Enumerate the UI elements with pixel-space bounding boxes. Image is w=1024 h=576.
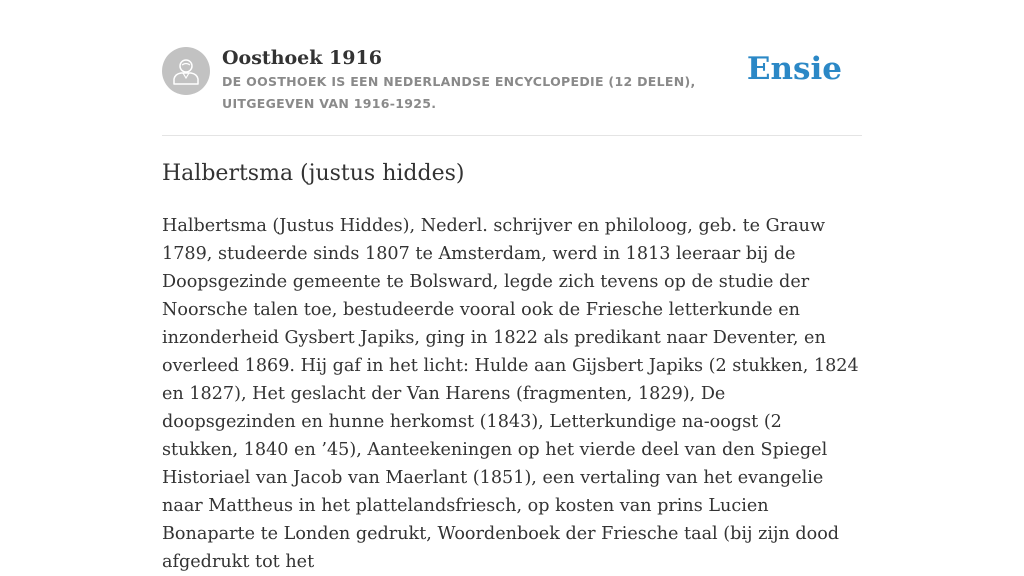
source-description: DE OOSTHOEK IS EEN NEDERLANDSE ENCYCLOPEDIE (12 DELEN), UITGEGEVEN VAN 1916-1925. (222, 74, 696, 111)
source-header (162, 0, 862, 136)
entry-body: Halbertsma (Justus Hiddes), Nederl. schrijver en philoloog, geb. te Grauw 1789, studeerde sinds 1807 te Amsterdam, werd in 1813 leeraar bij de Doopsgezinde gemeente te Bolsward, legde zich tevens op de studie der Noorsche talen toe, bestudeerde vooral ook de Friesche letterkunde en inzonderheid Gysbert Japiks, ging in 1822 als predikant naar Deventer, en overleed 1869. Hij gaf in het licht: Hulde aan Gijsbert Japiks (2 stukken, 1824 en 1827), Het geslacht der Van Harens (fragmenten, 1829), De doopsgezinden en hunne herkomst (1843), Letterkundige na-oogst (2 stukken, 1840 en ’45), Aanteekeningen op het vierde deel van den Spiegel Historiael van Jacob van Maerlant (1851), een vertaling van het evangelie naar Mattheus in het plattelandsfriesch, op kosten van prins Lucien Bonaparte te Londen gedrukt, Woordenboek der Friesche taal (bij zijn dood afgedrukt tot het (162, 216, 859, 572)
source-title[interactable]: Oosthoek 1916 (222, 47, 382, 69)
article-container (162, 0, 862, 572)
entry-title: Halbertsma (justus hiddes) (162, 161, 465, 186)
avatar[interactable] (162, 47, 210, 95)
user-outline-icon (171, 56, 201, 86)
ensie-logo[interactable]: Ensie (746, 51, 842, 87)
